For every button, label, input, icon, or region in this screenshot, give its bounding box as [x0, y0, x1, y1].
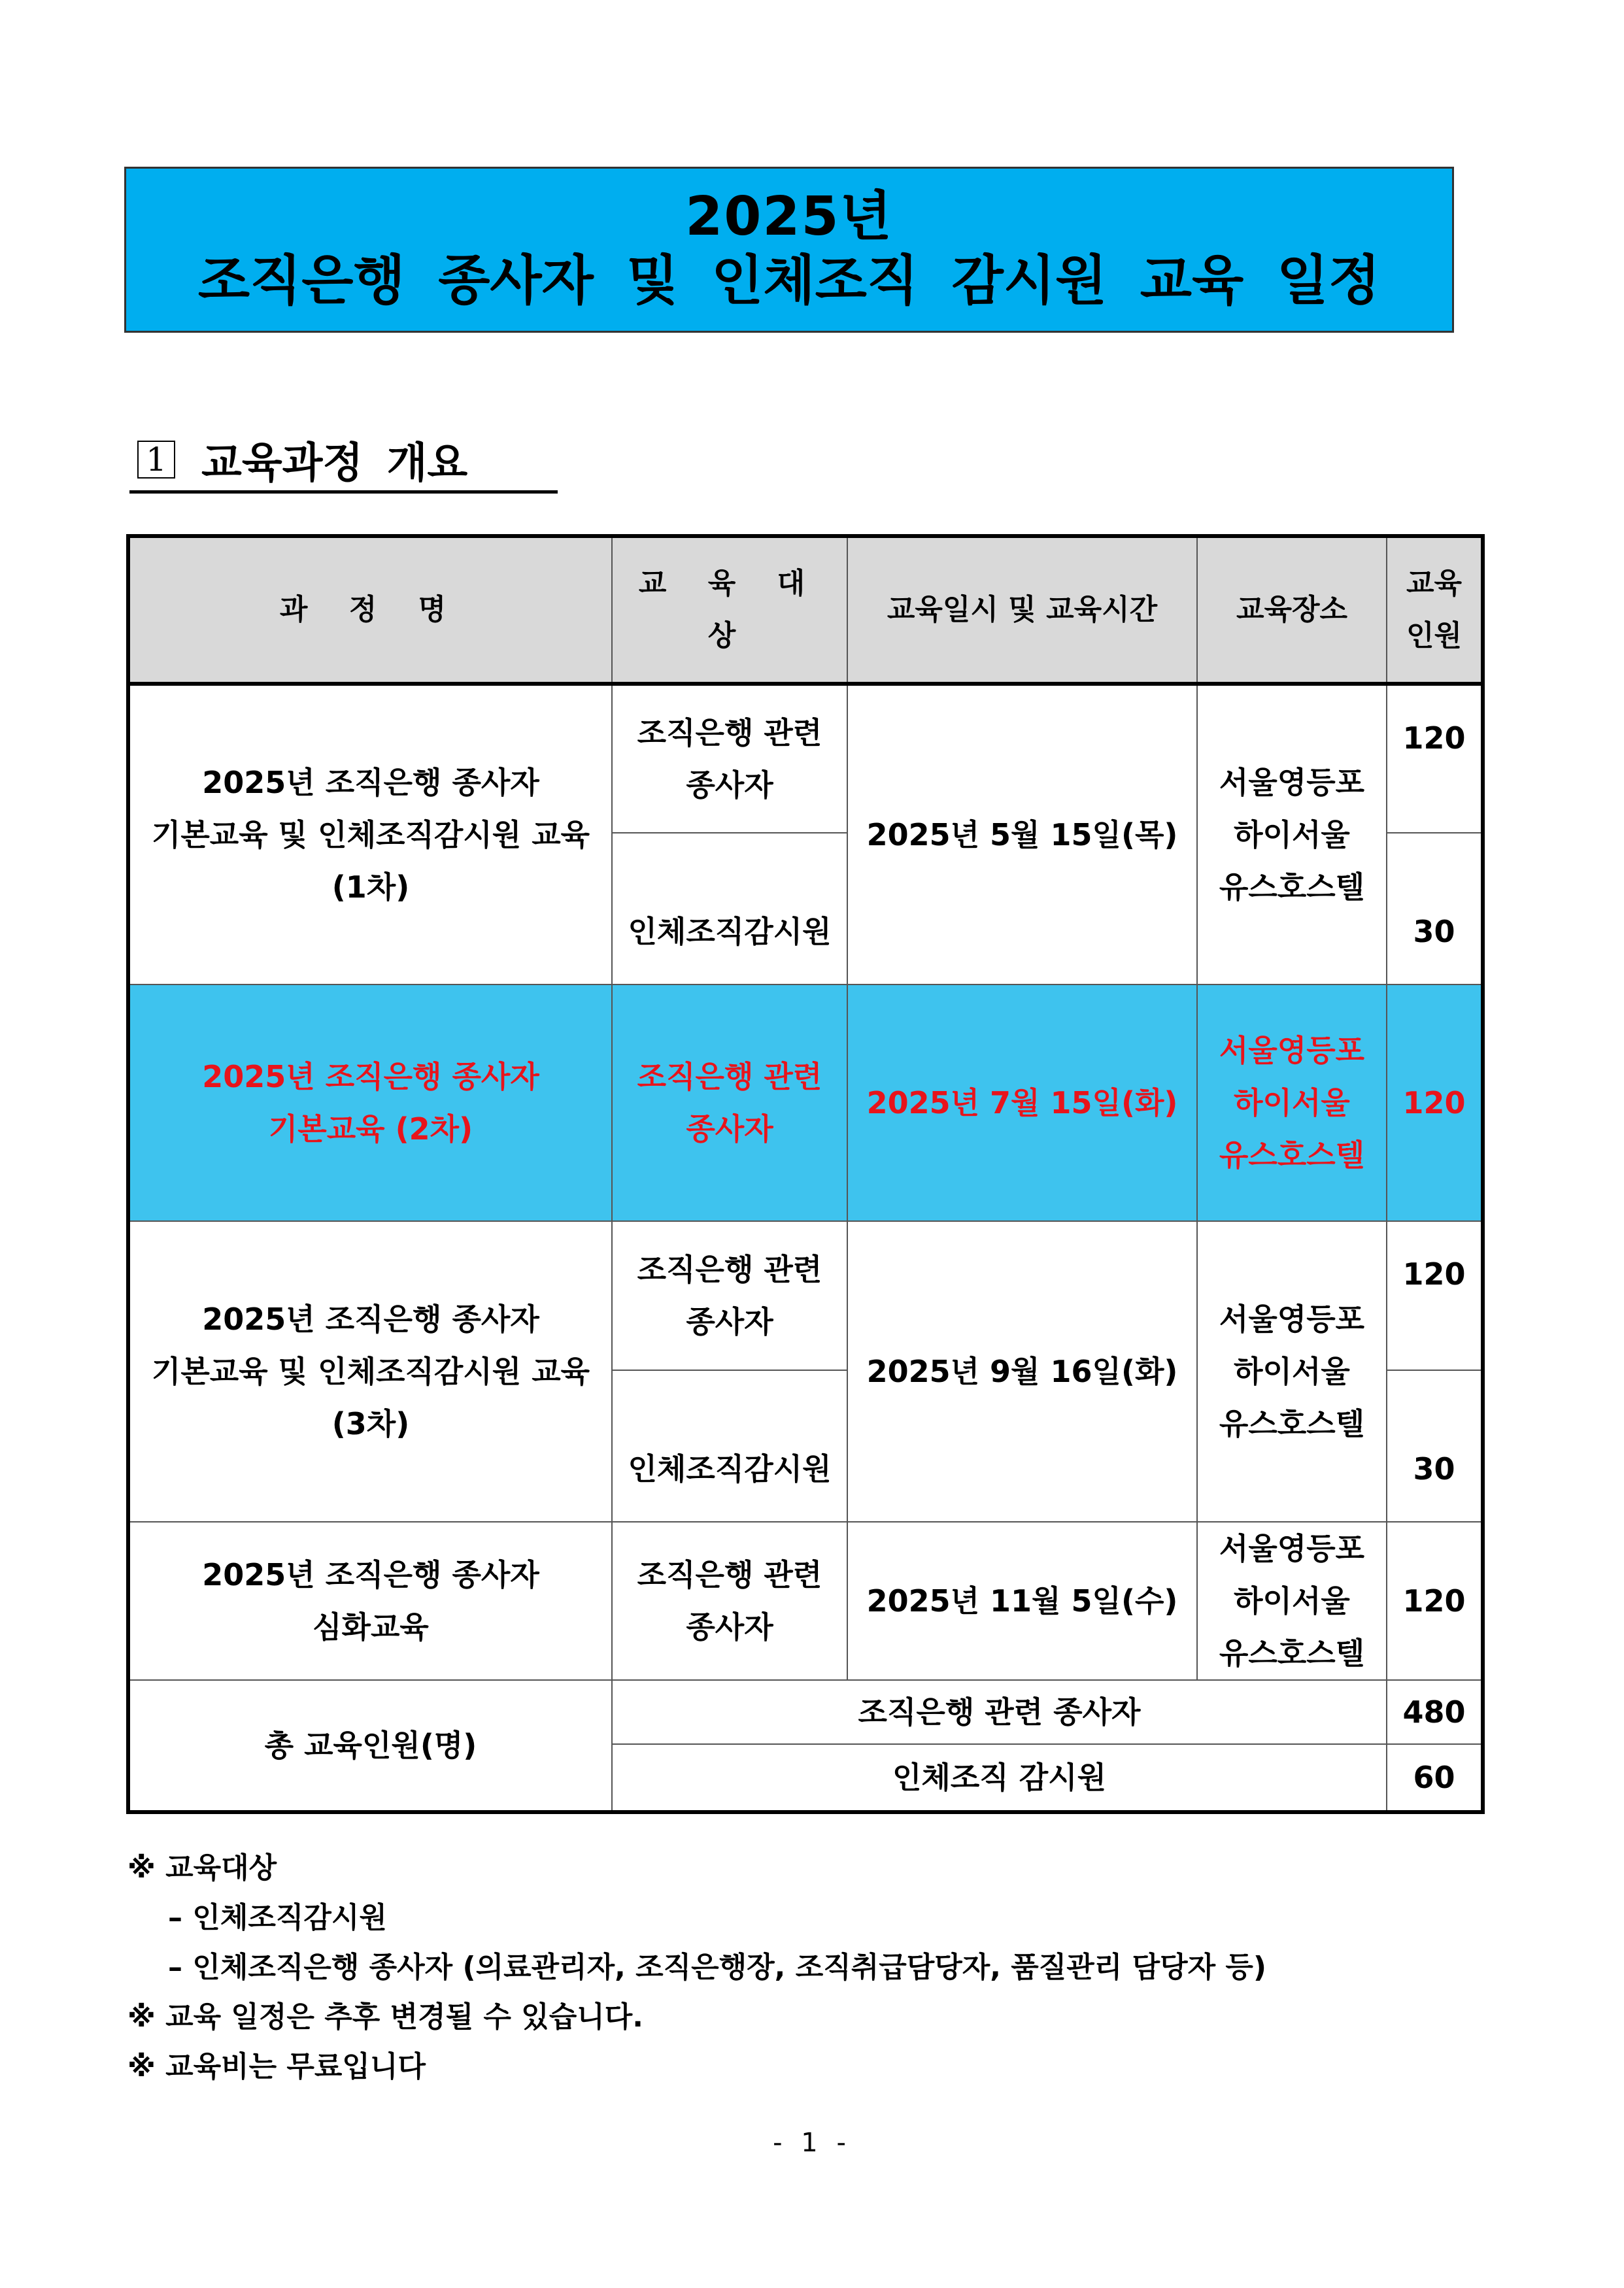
header-place: 교육장소: [1197, 536, 1387, 684]
course-date: 2025년 9월 16일(화): [847, 1221, 1197, 1522]
course-count: 30: [1387, 833, 1483, 984]
course-place: 서울영등포 하이서울 유스호스텔: [1197, 1522, 1387, 1680]
section-title: 교육과정 개요: [201, 439, 468, 488]
course-count: 120: [1387, 1221, 1483, 1370]
notes: [127, 1843, 1266, 2092]
course-target: 조직은행 관련 종사자: [612, 1221, 847, 1370]
course-target: 조직은행 관련 종사자: [612, 684, 847, 833]
totals-item-label: 인체조직 감시원: [612, 1744, 1387, 1812]
course-target: 인체조직감시원: [612, 1370, 847, 1522]
note-fee: ※ 교육비는 무료입니다: [127, 2050, 426, 2083]
totals-item-count: 60: [1387, 1744, 1483, 1812]
course-place: 서울영등포 하이서울 유스호스텔: [1197, 684, 1387, 984]
table-row: [128, 1522, 1483, 1680]
schedule-table: [126, 534, 1485, 1814]
totals-row: [128, 1680, 1483, 1744]
course-count: 120: [1387, 984, 1483, 1221]
totals-label: 총 교육인원(명): [128, 1680, 612, 1812]
course-count: 120: [1387, 684, 1483, 833]
header-course: 과 정 명: [128, 536, 612, 684]
course-target: 인체조직감시원: [612, 833, 847, 984]
table-row: [128, 684, 1483, 833]
course-date: 2025년 5월 15일(목): [847, 684, 1197, 984]
course-place: 서울영등포 하이서울 유스호스텔: [1197, 984, 1387, 1221]
course-count: 30: [1387, 1370, 1483, 1522]
course-name: 2025년 조직은행 종사자 심화교육: [128, 1522, 612, 1680]
note-target-heading: ※ 교육대상: [127, 1851, 277, 1885]
title-main: 조직은행 종사자 및 인체조직 감시원 교육 일정: [197, 250, 1381, 312]
section-heading: [129, 428, 558, 494]
page-number: - 1 -: [773, 2128, 851, 2158]
course-target: 조직은행 관련 종사자: [612, 984, 847, 1221]
course-name: 2025년 조직은행 종사자 기본교육 및 인체조직감시원 교육 (1차): [128, 684, 612, 984]
note-target-item: – 인체조직은행 종사자 (의료관리자, 조직은행장, 조직취급담당자, 품질관리 담당자 등): [168, 1951, 1267, 1984]
section-number: 1: [137, 441, 175, 479]
course-name: 2025년 조직은행 종사자 기본교육 (2차): [128, 984, 612, 1221]
header-datetime: 교육일시 및 교육시간: [847, 536, 1197, 684]
note-schedule: ※ 교육 일정은 추후 변경될 수 있습니다.: [127, 2000, 643, 2034]
title-year: 2025년: [685, 186, 893, 248]
course-date: 2025년 11월 5일(수): [847, 1522, 1197, 1680]
course-count: 120: [1387, 1522, 1483, 1680]
header-count: 교육 인원: [1387, 536, 1483, 684]
table-header-row: [128, 536, 1483, 684]
table-row: [128, 1221, 1483, 1370]
course-place: 서울영등포 하이서울 유스호스텔: [1197, 1221, 1387, 1522]
course-target: 조직은행 관련 종사자: [612, 1522, 847, 1680]
totals-item-count: 480: [1387, 1680, 1483, 1744]
header-target: 교 육 대 상: [612, 536, 847, 684]
note-target-item: – 인체조직감시원: [168, 1901, 387, 1934]
totals-item-label: 조직은행 관련 종사자: [612, 1680, 1387, 1744]
document-title-box: [124, 167, 1454, 333]
course-date: 2025년 7월 15일(화): [847, 984, 1197, 1221]
table-row-highlighted: [128, 984, 1483, 1221]
course-name: 2025년 조직은행 종사자 기본교육 및 인체조직감시원 교육 (3차): [128, 1221, 612, 1522]
